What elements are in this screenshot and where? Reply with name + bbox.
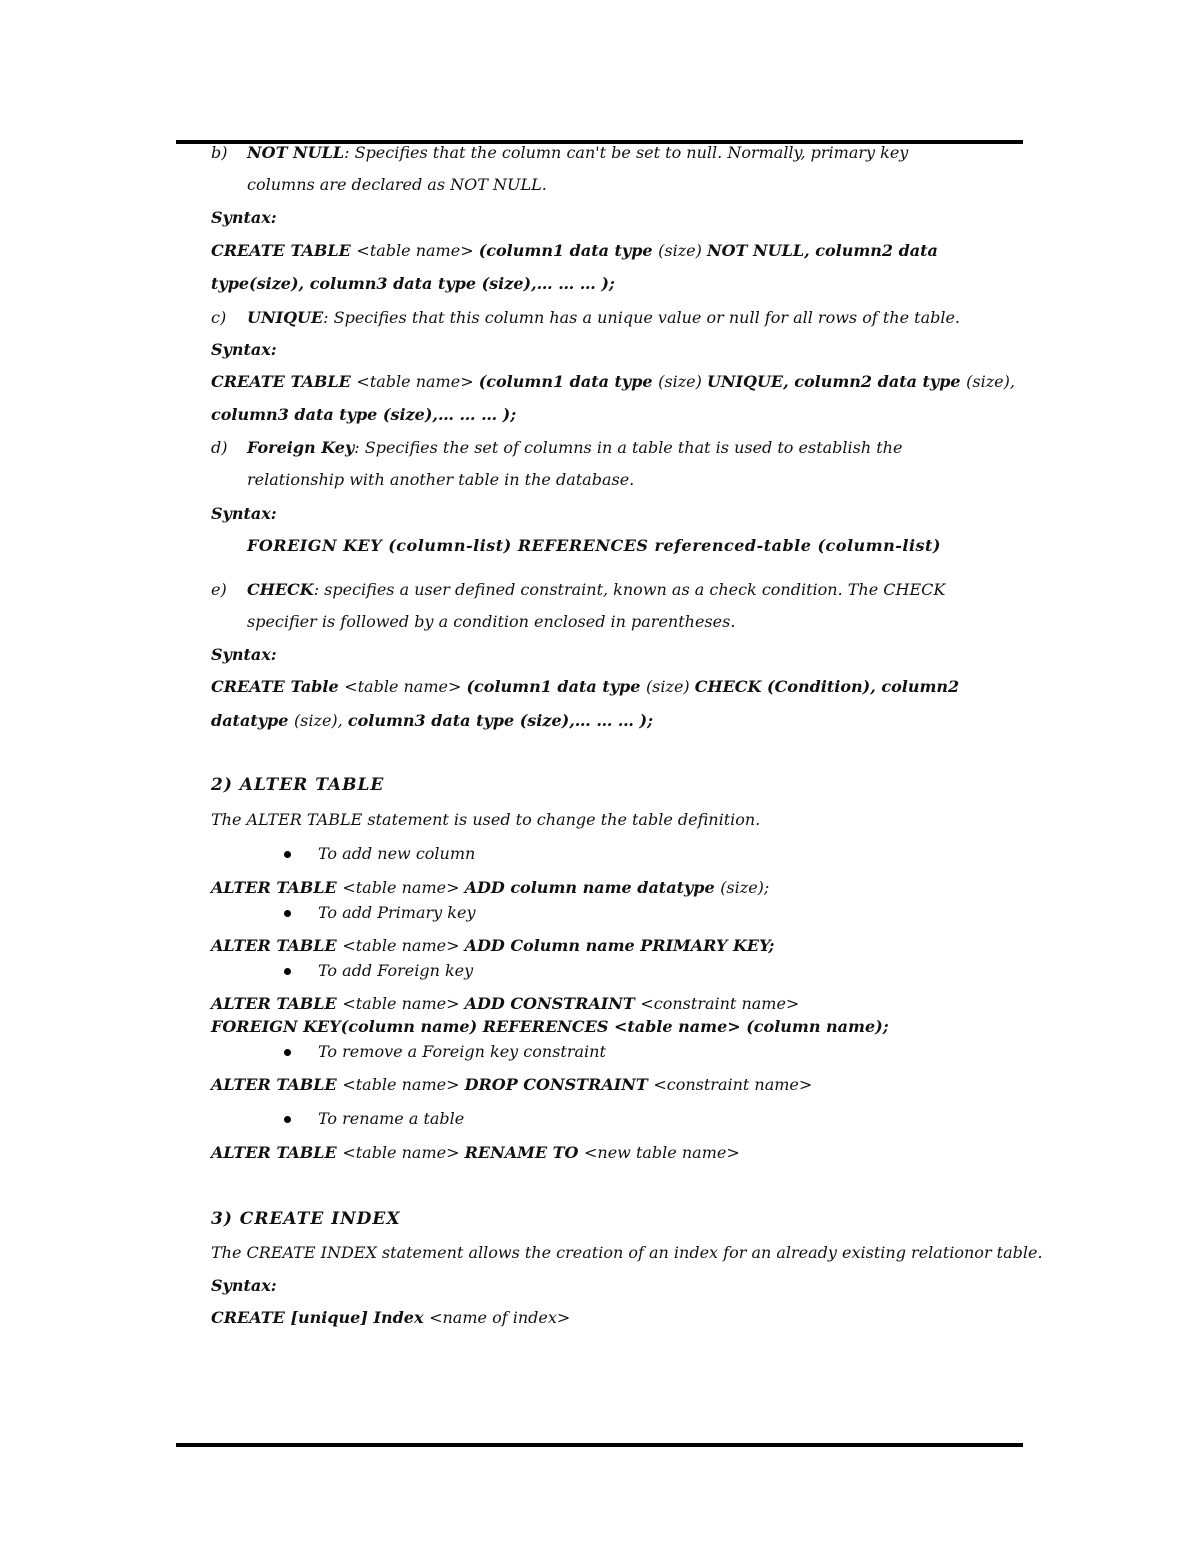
bullet-icon (284, 1116, 291, 1123)
term: UNIQUE (247, 308, 324, 327)
bullet-item: To remove a Foreign key constraint (318, 1042, 606, 1062)
term-desc-cont: relationship with another table in the database. (247, 470, 635, 489)
section-intro: The CREATE INDEX statement allows the creation of an index for an already existing relationor table. (211, 1243, 1043, 1262)
item-label: e) (211, 580, 227, 599)
check-item (211, 580, 945, 600)
command-line: ALTER TABLE <table name> ADD column name datatype (size); (211, 878, 770, 897)
command-line: ALTER TABLE <table name> DROP CONSTRAINT <constraint name> (211, 1075, 813, 1094)
bullet-icon (284, 851, 291, 858)
term-desc-cont: specifier is followed by a condition enclosed in parentheses. (247, 612, 736, 631)
syntax-label: Syntax: (211, 340, 277, 359)
bullet-item: To rename a table (318, 1109, 464, 1129)
term: NOT NULL (247, 143, 345, 162)
syntax-line: FOREIGN KEY (column-list) REFERENCES referenced-table (column-list) (247, 536, 941, 555)
section-heading-alter-table: 2) ALTER TABLE (211, 775, 385, 795)
unique-item (211, 308, 960, 328)
not-null-item (211, 143, 908, 163)
bullet-item: To add Primary key (318, 903, 475, 923)
item-label: b) (211, 143, 228, 162)
item-label: c) (211, 308, 227, 327)
bullet-icon (284, 910, 291, 917)
term-desc-cont: columns are declared as NOT NULL. (247, 175, 547, 194)
command-line: FOREIGN KEY(column name) REFERENCES <table name> (column name); (211, 1017, 889, 1036)
syntax-label: Syntax: (211, 208, 277, 227)
command-line: ALTER TABLE <table name> ADD Column name PRIMARY KEY; (211, 936, 775, 955)
syntax-line: type(size), column3 data type (size),… … … ); (211, 274, 615, 293)
term-desc: : Specifies that the column can't be set to null. Normally, primary key (344, 143, 909, 162)
syntax-line: CREATE TABLE <table name> (column1 data type (size) UNIQUE, column2 data type (size), (211, 372, 1015, 391)
bottom-rule (176, 1443, 1023, 1447)
syntax-line: CREATE [unique] Index <name of index> (211, 1308, 571, 1327)
term: Foreign Key (247, 438, 355, 457)
bullet-icon (284, 968, 291, 975)
term-desc: : Specifies that this column has a unique value or null for all rows of the table. (323, 308, 961, 327)
term-desc: : specifies a user defined constraint, known as a check condition. The CHECK (313, 580, 946, 599)
term-desc: : Specifies the set of columns in a table that is used to establish the (354, 438, 903, 457)
bullet-item: To add new column (318, 844, 475, 864)
syntax-line: datatype (size), column3 data type (size),… … … ); (211, 711, 653, 730)
item-label: d) (211, 438, 228, 457)
syntax-line: CREATE TABLE <table name> (column1 data type (size) NOT NULL, column2 data (211, 241, 938, 260)
command-line: ALTER TABLE <table name> RENAME TO <new table name> (211, 1143, 740, 1162)
command-line: ALTER TABLE <table name> ADD CONSTRAINT <constraint name> (211, 994, 800, 1013)
term: CHECK (247, 580, 314, 599)
foreign-key-item (211, 438, 902, 458)
syntax-label: Syntax: (211, 645, 277, 664)
syntax-label: Syntax: (211, 504, 277, 523)
section-heading-create-index: 3) CREATE INDEX (211, 1209, 401, 1229)
section-intro: The ALTER TABLE statement is used to change the table definition. (211, 810, 761, 829)
bullet-item: To add Foreign key (318, 961, 473, 981)
syntax-line: column3 data type (size),… … … ); (211, 405, 517, 424)
syntax-label: Syntax: (211, 1276, 277, 1295)
bullet-icon (284, 1049, 291, 1056)
syntax-line: CREATE Table <table name> (column1 data type (size) CHECK (Condition), column2 (211, 677, 960, 696)
